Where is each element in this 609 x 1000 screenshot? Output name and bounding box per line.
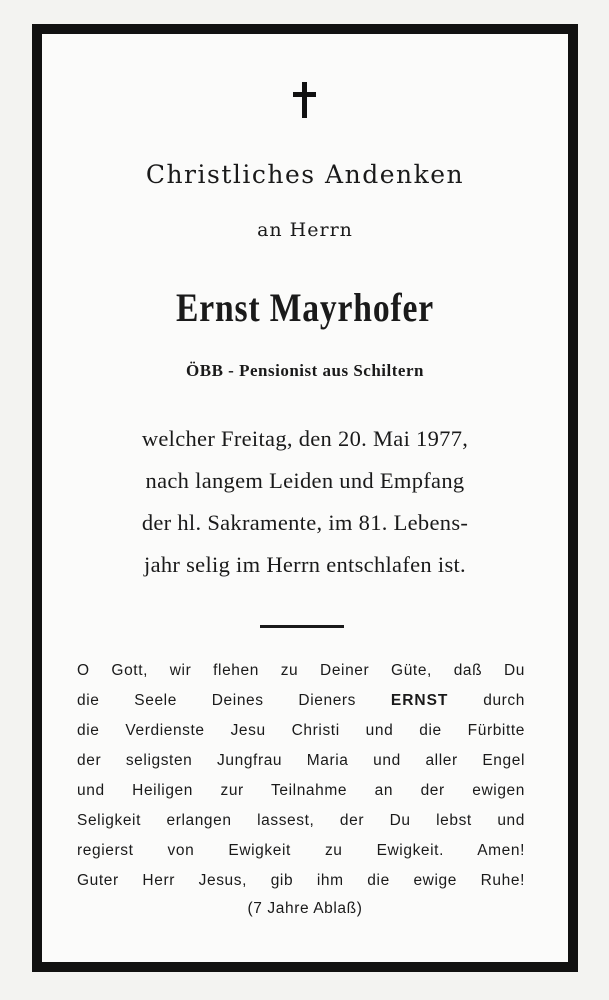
prayer-line-5: und Heiligen zur Teilnahme an der ewigen: [77, 782, 525, 799]
deceased-name: Ernst Mayrhofer: [175, 285, 435, 330]
cross-icon: [292, 82, 318, 122]
prayer-line-4: der seligsten Jungfrau Maria und aller Engel: [77, 752, 525, 769]
cross-horizontal-bar: [293, 92, 316, 97]
memorial-card: [32, 24, 578, 972]
prayer-line-8: Guter Herr Jesus, gib ihm die ewige Ruhe!: [77, 872, 525, 889]
death-notice-line-4: jahr selig im Herrn entschlafen ist.: [144, 552, 466, 577]
prayer-deceased-name: ERNST: [390, 692, 449, 709]
prayer-line-7: regierst von Ewigkeit zu Ewigkeit. Amen!: [77, 842, 525, 859]
prayer-line-1: O Gott, wir flehen zu Deiner Güte, daß Du: [77, 662, 525, 679]
prayer-line-3: die Verdienste Jesu Christi und die Fürbitte: [77, 722, 525, 739]
prayer-line-2-start: die Seele Deines Dieners: [77, 692, 391, 709]
prayer-line-2: [77, 692, 525, 710]
card-content: [42, 34, 568, 962]
prayer-line-2-end: durch: [448, 692, 525, 709]
indulgence: (7 Jahre Ablaß): [247, 900, 363, 917]
prayer-line-6: Seligkeit erlangen lassest, der Du lebst und: [77, 812, 525, 829]
heading: Christliches Andenken: [145, 160, 465, 189]
occupation: ÖBB - Pensionist aus Schiltern: [186, 361, 424, 380]
cross-vertical-bar: [302, 82, 307, 118]
death-notice-line-2: nach langem Leiden und Empfang: [145, 468, 465, 493]
death-notice-line-3: der hl. Sakramente, im 81. Lebens-: [141, 510, 469, 535]
divider: [260, 625, 344, 628]
subheading: an Herrn: [257, 219, 353, 241]
death-notice-line-1: welcher Freitag, den 20. Mai 1977,: [141, 426, 469, 451]
